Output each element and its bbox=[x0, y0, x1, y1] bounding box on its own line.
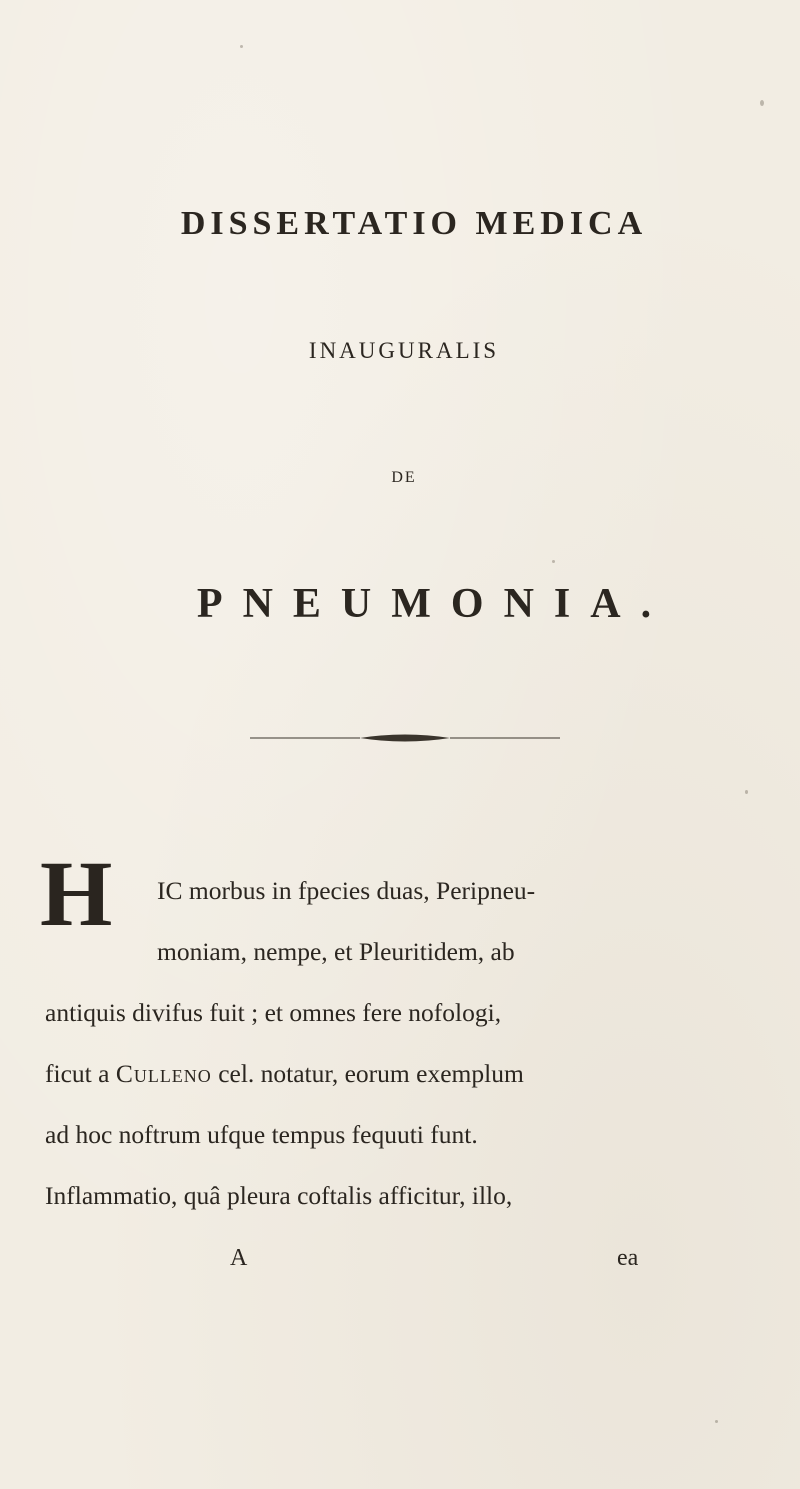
title-pneumonia: PNEUMONIA. bbox=[196, 581, 672, 627]
paper-speck bbox=[760, 100, 764, 106]
catchword: ea bbox=[617, 1245, 639, 1271]
title-de: DE bbox=[391, 469, 417, 486]
paper-speck bbox=[240, 45, 243, 48]
text-line-4-end: cel. notatur, eorum exemplum bbox=[211, 1059, 524, 1088]
paper-speck bbox=[745, 790, 748, 794]
text-line-1: IC morbus in fpecies duas, Peripneu- bbox=[157, 876, 536, 905]
author-name: Culleno bbox=[115, 1059, 212, 1088]
text-line-6: Inflammatio, quâ pleura coftalis afficitur, illo, bbox=[45, 1181, 513, 1210]
title-inauguralis: INAUGURALIS bbox=[308, 338, 500, 363]
text-line-5: ad hoc noftrum ufque tempus fequuti funt. bbox=[45, 1120, 478, 1149]
text-line-2: moniam, nempe, et Pleuritidem, ab bbox=[157, 937, 515, 966]
drop-cap: H bbox=[40, 843, 113, 946]
text-line-4-start: ficut a bbox=[45, 1059, 116, 1088]
text-line-4 bbox=[45, 1061, 524, 1087]
signature-mark: A bbox=[230, 1245, 248, 1271]
title-dissertatio-medica: DISSERTATIO MEDICA bbox=[180, 205, 648, 242]
paper-speck bbox=[715, 1420, 718, 1423]
text-line-3: antiquis divifus fuit ; et omnes fere nofologi, bbox=[45, 998, 502, 1027]
ornamental-rule bbox=[250, 730, 560, 746]
paper-speck bbox=[552, 560, 555, 563]
